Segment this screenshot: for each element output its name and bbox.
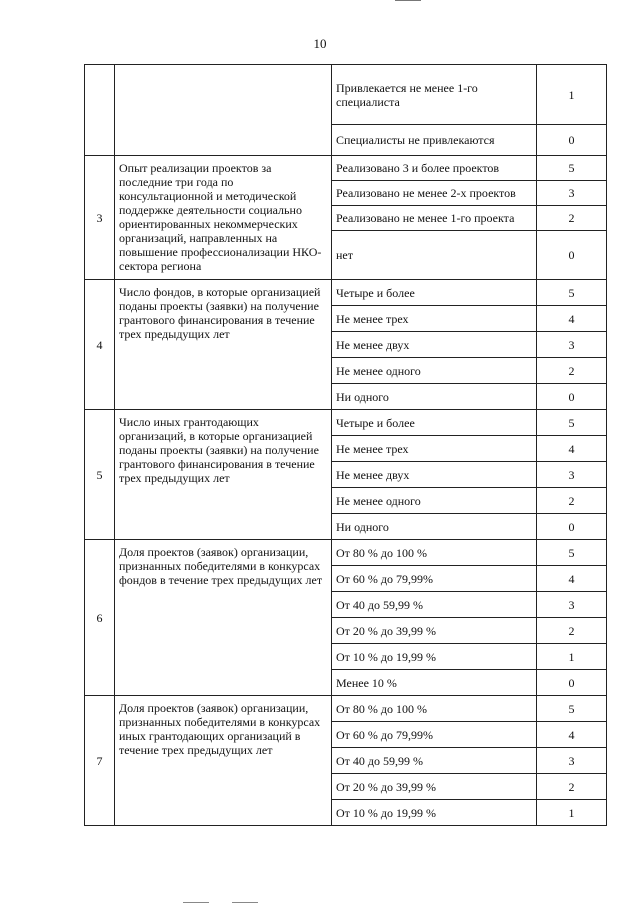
option-score: 4	[537, 722, 607, 748]
option-text: От 60 % до 79,99%	[332, 566, 537, 592]
criterion-description: Опыт реализации проектов за последние три года по консультационной и методической поддержке деятельности социально ориентированных некоммерческих организаций, направленных на повышение профессионализации НКО-сектора региона	[115, 156, 332, 280]
table-row	[85, 280, 607, 306]
option-score: 2	[537, 488, 607, 514]
option-score: 5	[537, 280, 607, 306]
scan-mark-bottom	[232, 902, 258, 903]
scan-mark-top	[395, 0, 421, 1]
table-row	[85, 410, 607, 436]
option-text: нет	[332, 231, 537, 280]
criterion-description: Число фондов, в которые организацией поданы проекты (заявки) на получение грантового финансирования в течение трех предыдущих лет	[115, 280, 332, 410]
option-text: Не менее одного	[332, 358, 537, 384]
criterion-number	[85, 65, 115, 156]
scan-mark-bottom	[183, 902, 209, 903]
option-text: Не менее трех	[332, 306, 537, 332]
option-score: 0	[537, 514, 607, 540]
option-score: 5	[537, 410, 607, 436]
table-row	[85, 696, 607, 722]
page-number: 10	[313, 36, 327, 51]
option-score: 4	[537, 566, 607, 592]
option-score: 3	[537, 181, 607, 206]
option-score: 3	[537, 592, 607, 618]
table-row	[85, 540, 607, 566]
option-text: Четыре и более	[332, 410, 537, 436]
option-text: Не менее трех	[332, 436, 537, 462]
criteria-table	[84, 64, 607, 826]
option-score: 3	[537, 748, 607, 774]
table-row	[85, 156, 607, 181]
option-score: 2	[537, 774, 607, 800]
option-text: От 20 % до 39,99 %	[332, 774, 537, 800]
option-text: Не менее двух	[332, 332, 537, 358]
option-score: 0	[537, 670, 607, 696]
option-text: Ни одного	[332, 384, 537, 410]
option-score: 1	[537, 800, 607, 826]
option-text: От 40 до 59,99 %	[332, 592, 537, 618]
option-score: 0	[537, 125, 607, 156]
option-text: Специалисты не привлекаются	[332, 125, 537, 156]
criterion-description: Число иных грантодающих организаций, в которые организацией поданы проекты (заявки) на получение грантового финансирования в течение трех предыдущих лет	[115, 410, 332, 540]
option-score: 3	[537, 332, 607, 358]
option-text: Менее 10 %	[332, 670, 537, 696]
option-text: От 80 % до 100 %	[332, 540, 537, 566]
option-text: Реализовано не менее 2-х проектов	[332, 181, 537, 206]
option-text: Реализовано не менее 1-го проекта	[332, 206, 537, 231]
option-text: Не менее двух	[332, 462, 537, 488]
option-score: 1	[537, 65, 607, 125]
option-text: Четыре и более	[332, 280, 537, 306]
criterion-number: 4	[85, 280, 115, 410]
criterion-number: 7	[85, 696, 115, 826]
option-text: От 80 % до 100 %	[332, 696, 537, 722]
option-text: От 10 % до 19,99 %	[332, 800, 537, 826]
option-score: 0	[537, 231, 607, 280]
option-text: От 40 до 59,99 %	[332, 748, 537, 774]
option-text: Ни одного	[332, 514, 537, 540]
criterion-description: Доля проектов (заявок) организации, признанных победителями в конкурсах иных грантодающих организаций в течение трех предыдущих лет	[115, 696, 332, 826]
option-score: 0	[537, 384, 607, 410]
option-score: 4	[537, 306, 607, 332]
option-text: Реализовано 3 и более проектов	[332, 156, 537, 181]
option-text: От 60 % до 79,99%	[332, 722, 537, 748]
criterion-number: 6	[85, 540, 115, 696]
option-text: От 20 % до 39,99 %	[332, 618, 537, 644]
option-score: 4	[537, 436, 607, 462]
criterion-description	[115, 65, 332, 156]
option-score: 2	[537, 358, 607, 384]
option-text: Привлекается не менее 1-го специалиста	[332, 65, 537, 125]
option-score: 2	[537, 206, 607, 231]
option-score: 5	[537, 696, 607, 722]
option-score: 1	[537, 644, 607, 670]
criterion-number: 3	[85, 156, 115, 280]
option-score: 5	[537, 156, 607, 181]
option-score: 2	[537, 618, 607, 644]
option-text: От 10 % до 19,99 %	[332, 644, 537, 670]
table-row	[85, 65, 607, 125]
option-score: 5	[537, 540, 607, 566]
option-text: Не менее одного	[332, 488, 537, 514]
criterion-description: Доля проектов (заявок) организации, признанных победителями в конкурсах фондов в течение трех предыдущих лет	[115, 540, 332, 696]
option-score: 3	[537, 462, 607, 488]
criterion-number: 5	[85, 410, 115, 540]
